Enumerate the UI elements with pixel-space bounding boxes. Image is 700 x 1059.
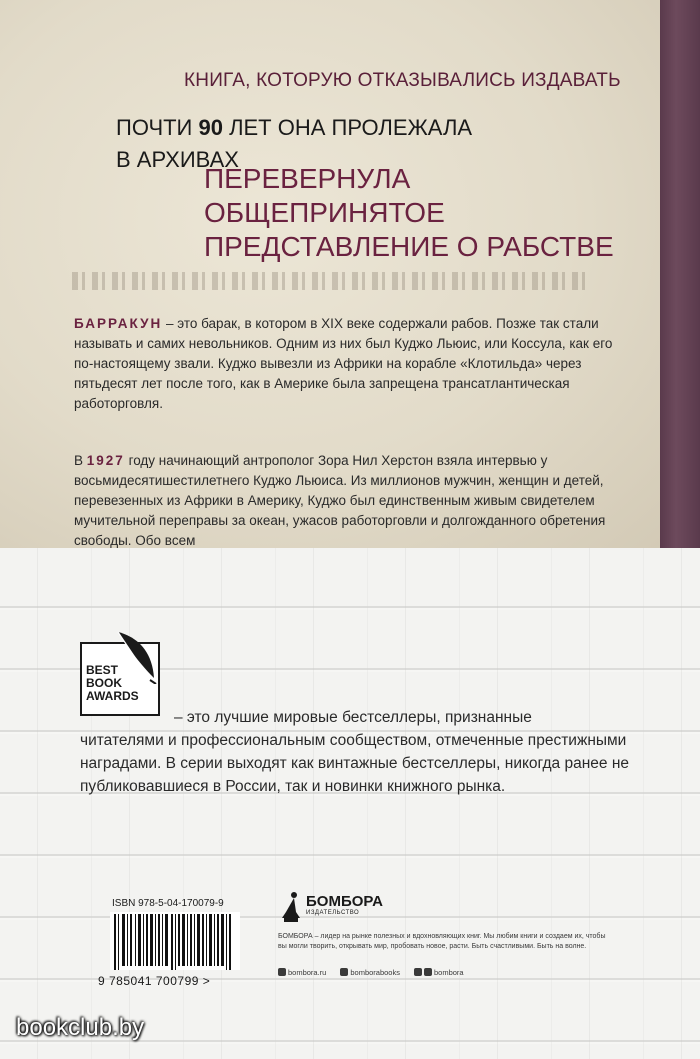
isbn-label: ISBN 978-5-04-170079-9 [112,898,224,909]
keyword-barracoon: БАРРАКУН [74,316,163,331]
social-instagram[interactable] [340,968,400,977]
headline-red [204,162,644,264]
telegram-icon [424,968,432,976]
bombora-logo-icon [278,888,304,924]
headline-years-number: 90 [198,115,223,140]
social-vk-telegram[interactable] [414,968,464,977]
paragraph-barracoon-text: – это барак, в котором в XIX веке содержали рабов. Позже так стали называть и самих невольников. Одним из них был Куджо Льюис, или Коссула, как его по-настоящему звали. Куджо вывезли из Африки на корабле «Клотильда» через пятьдесят лет после того, как в Америке была запрещена трансатлантическая работорговля. [74,316,613,411]
paragraph-barracoon [74,314,614,414]
series-description-first-line: – это лучшие мировые бестселлеры, признанные [174,709,532,726]
stamp-line-decoration [72,272,592,290]
logo-line-best: BEST [86,663,119,677]
logo-text [86,664,139,703]
paragraph-1927-text: году начинающий антрополог Зора Нил Херстон взяла интервью у восьмидесятишестилетнего Куджо Льюиса. Из миллионов мужчин, женщин и детей, перевезенных из Африки в Америку, Куджо был единственным живым свидетелем мучительной переправы за океан, ужасов работорговли и долгожданного обретения свободы. Обо всем [74,453,606,548]
social-vk-telegram-label: bombora [433,968,464,977]
headline-line1 [116,115,516,141]
social-site-label: bombora.ru [288,968,327,977]
headline-line2: В АРХИВАХ [116,147,239,172]
social-site[interactable] [278,968,326,977]
logo-line-awards: AWARDS [86,689,139,703]
site-watermark: bookclub.by [16,1014,145,1041]
series-description-rest: читателями и профессиональным сообществом, отмеченные престижными наградами. В серии выходят как винтажные бестселлеры, никогда ранее не публиковавшиеся в России, так и новинки книжного рынка. [80,732,630,795]
headline-red-line2: ПРЕДСТАВЛЕНИЕ О РАБСТВЕ [204,231,614,262]
logo-line-book: BOOK [86,676,122,690]
instagram-icon [340,968,348,976]
social-instagram-label: bomborabooks [350,968,400,977]
publisher-name: БОМБОРА [306,893,383,910]
spine-strip [660,0,700,548]
barcode-icon [110,912,240,970]
series-description [80,706,640,798]
headline-line1-post: ЛЕТ ОНА ПРОЛЕЖАЛА [222,115,473,140]
vk-icon [414,968,422,976]
headline-red-line1: ПЕРЕВЕРНУЛА ОБЩЕПРИНЯТОЕ [204,163,445,228]
tagline: КНИГА, КОТОРУЮ ОТКАЗЫВАЛИСЬ ИЗДАВАТЬ [184,70,621,91]
globe-icon [278,968,286,976]
paragraph-1927 [74,451,614,551]
paragraph-1927-pre: В [74,453,87,468]
barcode-digits: 9 785041 700799 > [98,974,211,988]
publisher-subtitle: ИЗДАТЕЛЬСТВО [306,910,360,916]
publisher-socials [278,968,578,977]
year-1927: 1927 [86,453,125,468]
publisher-description: БОМБОРА – лидер на рынке полезных и вдохновляющих книг. Мы любим книги и создаем их, чтобы вы могли творить, открывать мир, пробовать новое, расти. Быть счастливыми. Быть на волне. [278,933,606,950]
headline-line1-pre: ПОЧТИ [116,115,199,140]
best-book-awards-logo [80,628,164,718]
